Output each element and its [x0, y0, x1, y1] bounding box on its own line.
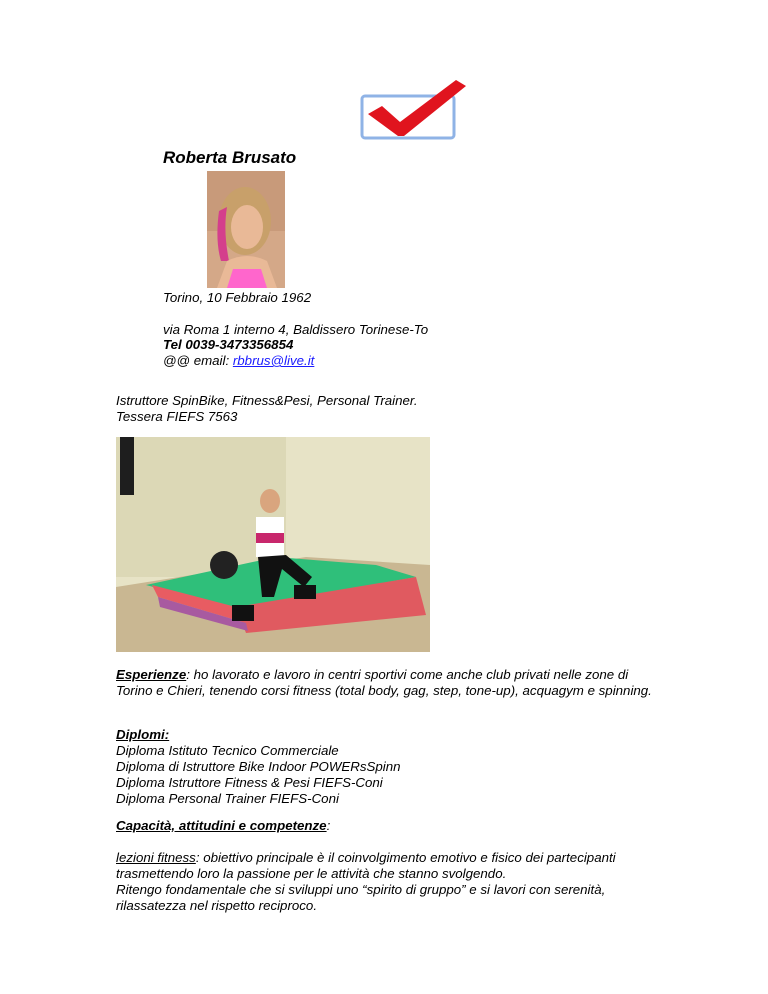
phone: Tel 0039-3473356854: [163, 337, 294, 352]
skills-heading: Capacità, attitudini e competenze: [116, 818, 327, 833]
experience-section: [116, 667, 666, 699]
lessons-text: : obiettivo principale è il coinvolgimento emotivo e fisico dei partecipanti trasmettendo loro la passione per le attività che stanno svolgendo.: [116, 850, 616, 881]
diploma-item: Diploma Istituto Tecnico Commerciale: [116, 743, 339, 758]
skills-heading-suffix: :: [326, 818, 331, 833]
email-line: [163, 353, 314, 369]
birth-info: Torino, 10 Febbraio 1962: [163, 290, 312, 305]
role: Istruttore SpinBike, Fitness&Pesi, Personal Trainer.: [116, 393, 418, 408]
membership-card: Tessera FIEFS 7563: [116, 409, 238, 424]
diploma-item: Diploma Personal Trainer FIEFS-Coni: [116, 791, 339, 806]
gym-photo: [116, 437, 430, 652]
lessons-section: [116, 850, 666, 914]
diploma-item: Diploma di Istruttore Bike Indoor POWERsSpinn: [116, 759, 401, 774]
address: via Roma 1 interno 4, Baldissero Torinese-To: [163, 322, 429, 337]
portrait-photo: [207, 171, 285, 288]
email-label: @@ email:: [163, 353, 233, 368]
lessons-label: lezioni fitness: [116, 850, 196, 865]
diplomas-heading: Diplomi:: [116, 727, 170, 742]
diploma-item: Diploma Istruttore Fitness & Pesi FIEFS-Coni: [116, 775, 383, 790]
skills-heading-line: [116, 818, 330, 834]
experience-heading: Esperienze: [116, 667, 187, 682]
experience-text: : ho lavorato e lavoro in centri sportivi come anche club privati nelle zone di Torino e Chieri, tenendo corsi fitness (total body, gag, step, tone-up), acquagym e spinning.: [116, 667, 652, 698]
lessons-text-2: Ritengo fondamentale che si sviluppi uno “spirito di gruppo” e si lavori con serenità, rilassatezza nel rispetto reciproco.: [116, 882, 606, 913]
email-link[interactable]: rbbrus@live.it: [232, 353, 315, 368]
person-name: Roberta Brusato: [163, 148, 297, 167]
checkmark-logo-icon: [360, 76, 472, 140]
